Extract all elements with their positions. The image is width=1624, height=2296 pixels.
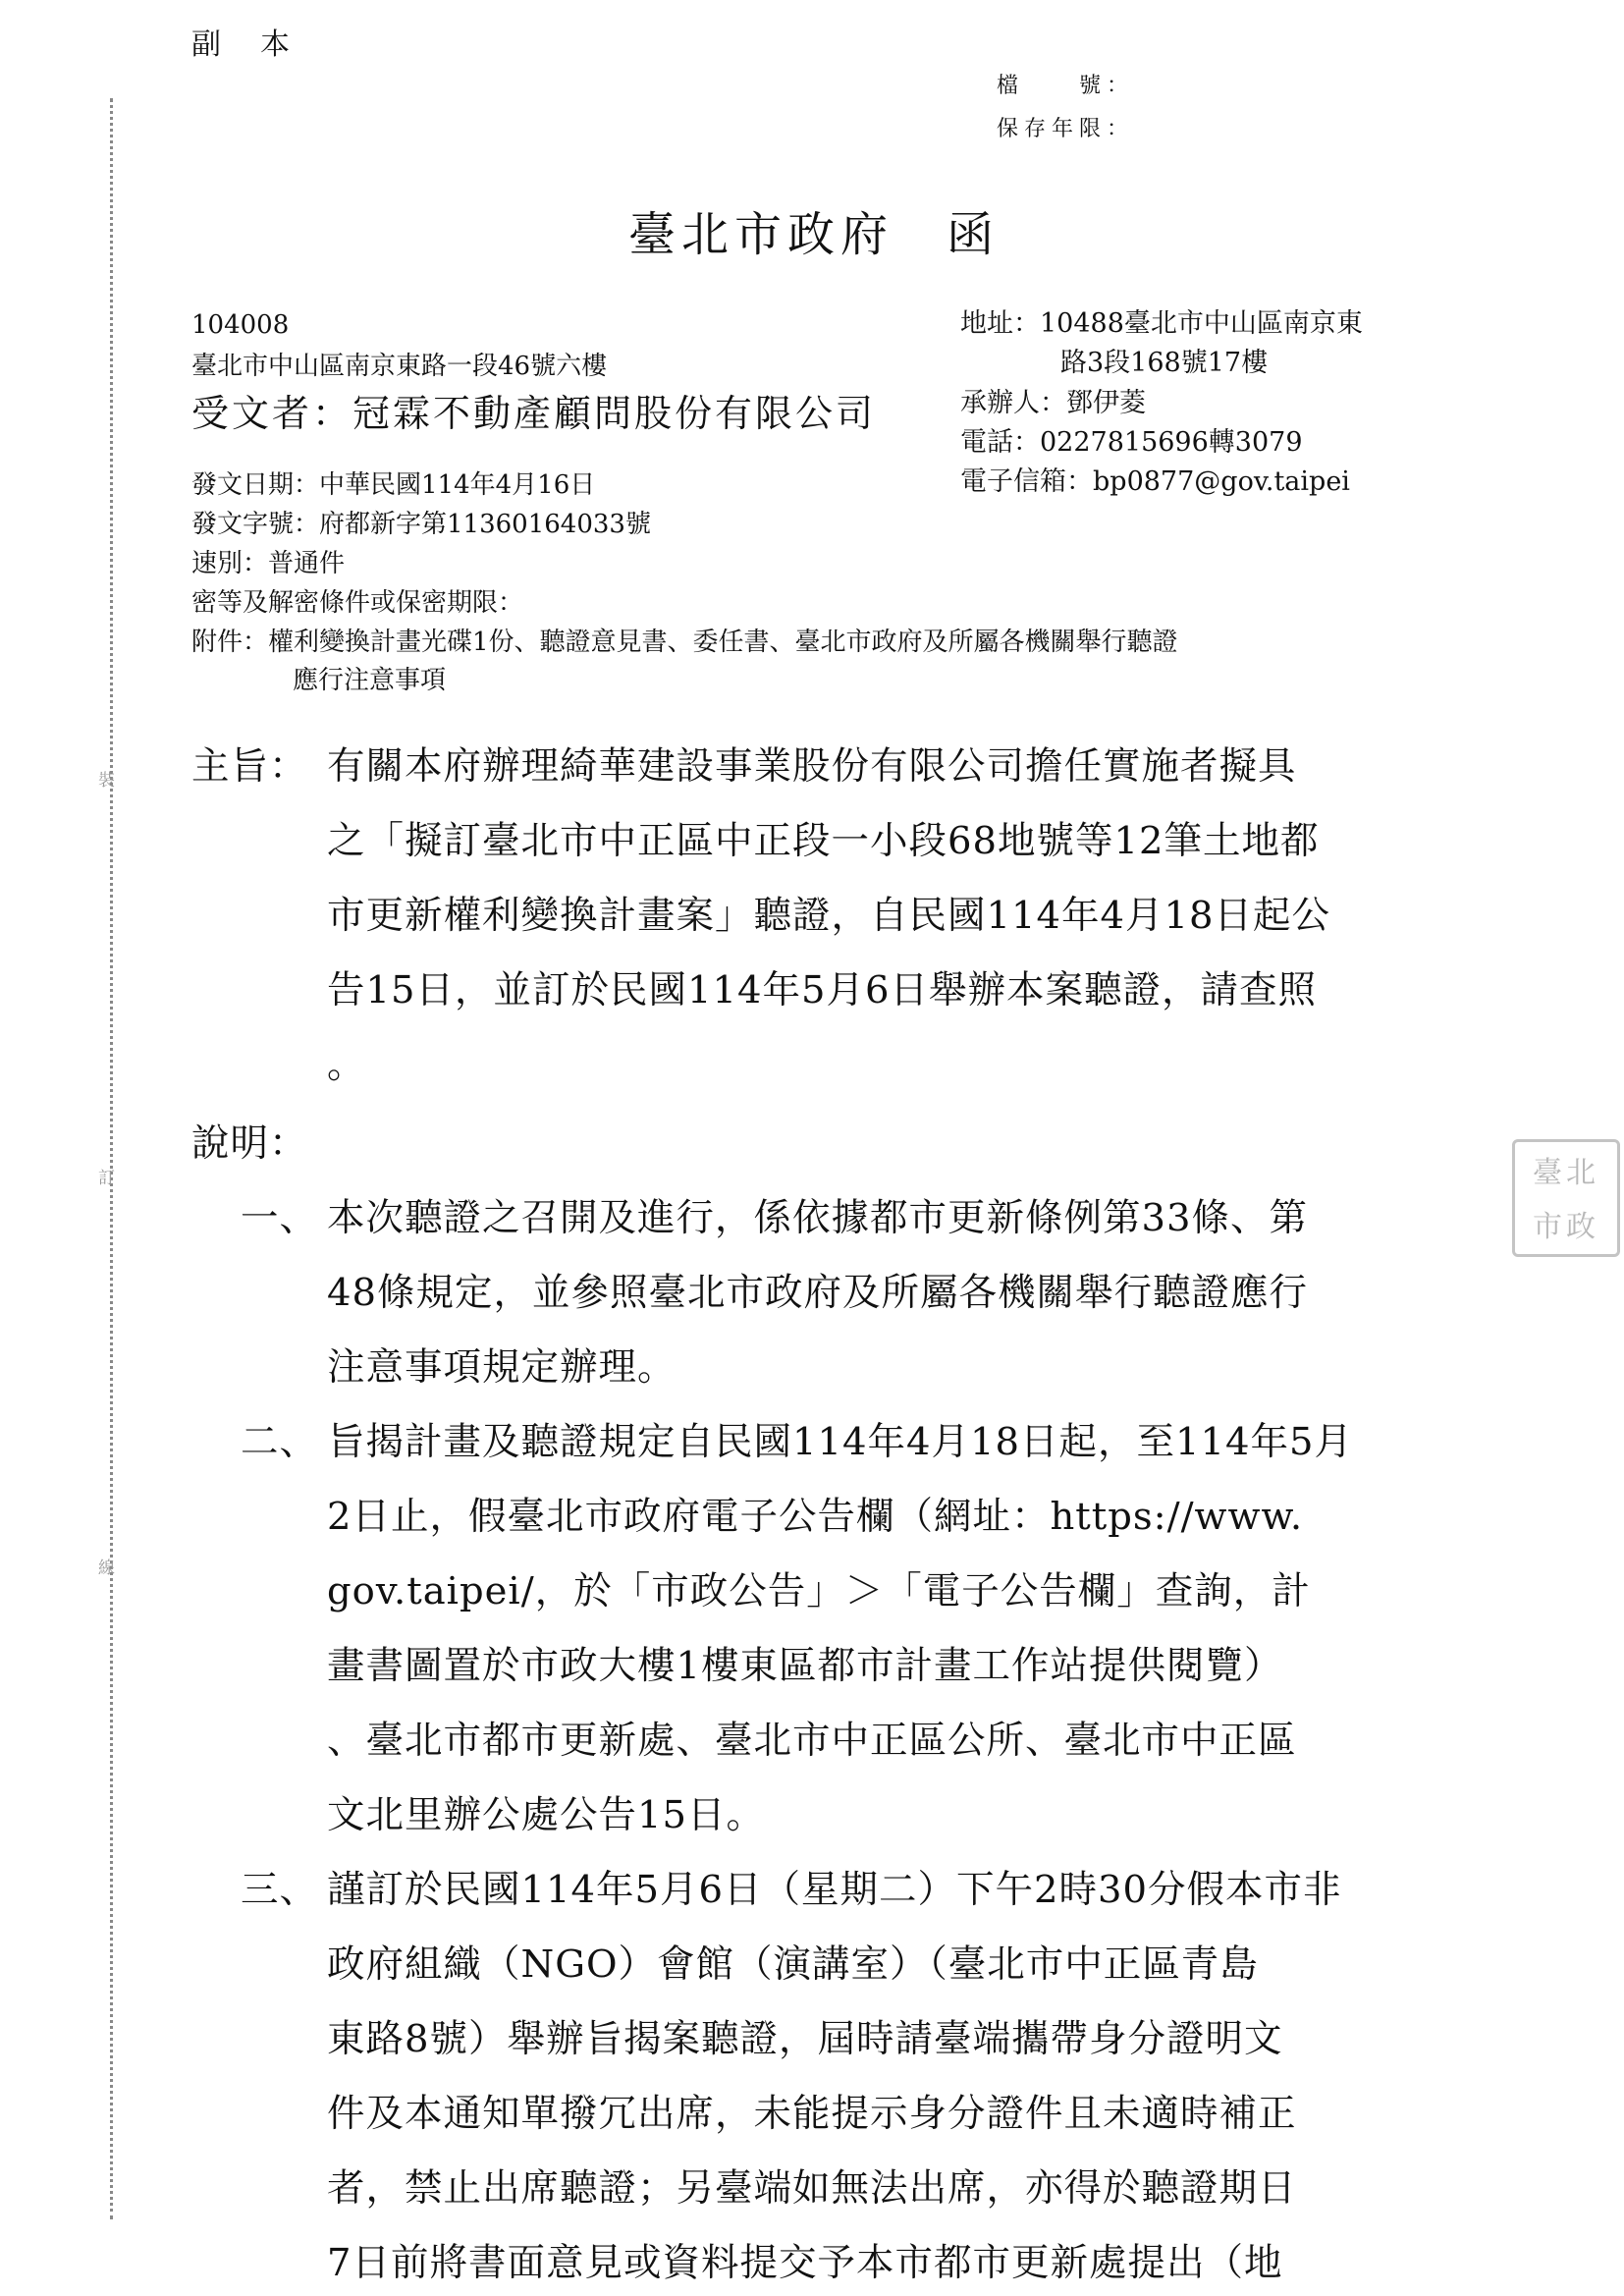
- explanation-line: 者，禁止出席聽證；另臺端如無法出席，亦得於聽證期日: [327, 2166, 1297, 2211]
- explanation-line: 畫書圖置於市政大樓1樓東區都市計畫工作站提供閱覽）: [327, 1644, 1283, 1688]
- explanation-item-marker: 二、: [241, 1420, 319, 1464]
- recipient-name: 受文者：冠霖不動產顧問股份有限公司: [191, 392, 877, 435]
- explanation-line: 文北里辦公處公告15日。: [327, 1793, 765, 1837]
- sender-address-line1: 地址：10488臺北市中山區南京東: [960, 308, 1363, 339]
- sender-email: 電子信箱：bp0877@gov.taipei: [960, 466, 1350, 497]
- explanation-line: 2日止，假臺北市政府電子公告欄（網址：https://www.: [327, 1495, 1304, 1539]
- explanation-item-marker: 三、: [241, 1868, 319, 1912]
- explanation-line: 政府組織（NGO）會館（演講室）（臺北市中正區青島: [327, 1942, 1259, 1987]
- explanation-line: gov.taipei/，於「市政公告」＞「電子公告欄」查詢，計: [327, 1569, 1311, 1613]
- copy-mark: 副本: [191, 27, 329, 62]
- subject-line: 市更新權利變換計畫案」聽證，自民國114年4月18日起公: [327, 894, 1330, 938]
- subject-line: 有關本府辦理綺華建設事業股份有限公司擔任實施者擬具: [327, 744, 1297, 789]
- attachments-line1: 附件：權利變換計畫光碟1份、聽證意見書、委任書、臺北市政府及所屬各機關舉行聽證: [191, 628, 1178, 657]
- sender-phone: 電話：0227815696轉3079: [960, 427, 1303, 458]
- explanation-line: 旨揭計畫及聽證規定自民國114年4月18日起，至114年5月: [327, 1420, 1353, 1464]
- document-number: 發文字號：府都新字第11360164033號: [191, 510, 651, 539]
- issue-date: 發文日期：中華民國114年4月16日: [191, 470, 596, 500]
- binding-line: [110, 98, 113, 2219]
- recipient-address: 臺北市中山區南京東路一段46號六樓: [191, 352, 608, 381]
- sender-handler: 承辦人：鄧伊菱: [960, 388, 1146, 418]
- explanation-line: 謹訂於民國114年5月6日（星期二）下午2時30分假本市非: [327, 1868, 1342, 1912]
- binding-mark-ding: 訂: [98, 1169, 115, 1188]
- attachments-line2: 應行注意事項: [293, 666, 447, 695]
- explanation-label: 說明：: [191, 1121, 308, 1166]
- receipt-stamp: 臺北 市政: [1512, 1139, 1620, 1257]
- file-number-label: 檔 號：: [997, 74, 1135, 98]
- retention-period-label: 保存年限：: [997, 117, 1135, 141]
- document-title: 臺北市政府 函: [628, 207, 1001, 262]
- subject-label: 主旨：: [191, 744, 308, 789]
- delivery-speed: 速別：普通件: [191, 549, 346, 578]
- binding-mark-zhuang: 裝: [98, 771, 115, 791]
- explanation-line: 東路8號）舉辦旨揭案聽證，屆時請臺端攜帶身分證明文: [327, 2017, 1283, 2061]
- subject-line: 之「擬訂臺北市中正區中正段一小段68地號等12筆土地都: [327, 819, 1320, 863]
- explanation-line: 件及本通知單撥冗出席，未能提示身分證件且未適時補正: [327, 2092, 1297, 2136]
- explanation-line: 48條規定，並參照臺北市政府及所屬各機關舉行聽證應行: [327, 1271, 1308, 1315]
- explanation-line: 7日前將書面意見或資料提交予本市都市更新處提出（地: [327, 2241, 1283, 2285]
- explanation-line: 注意事項規定辦理。: [327, 1345, 677, 1390]
- subject-line: 。: [327, 1043, 366, 1087]
- sender-address-line2: 路3段168號17樓: [1060, 348, 1269, 378]
- explanation-line: 本次聽證之召開及進行，係依據都市更新條例第33條、第: [327, 1196, 1308, 1240]
- subject-line: 告15日，並訂於民國114年5月6日舉辦本案聽證，請查照: [327, 968, 1317, 1012]
- explanation-item-marker: 一、: [241, 1196, 319, 1240]
- binding-mark-xian: 線: [98, 1558, 115, 1578]
- explanation-line: 、臺北市都市更新處、臺北市中正區公所、臺北市中正區: [327, 1719, 1297, 1763]
- recipient-postcode: 104008: [191, 310, 290, 340]
- secrecy-level: 密等及解密條件或保密期限：: [191, 588, 524, 618]
